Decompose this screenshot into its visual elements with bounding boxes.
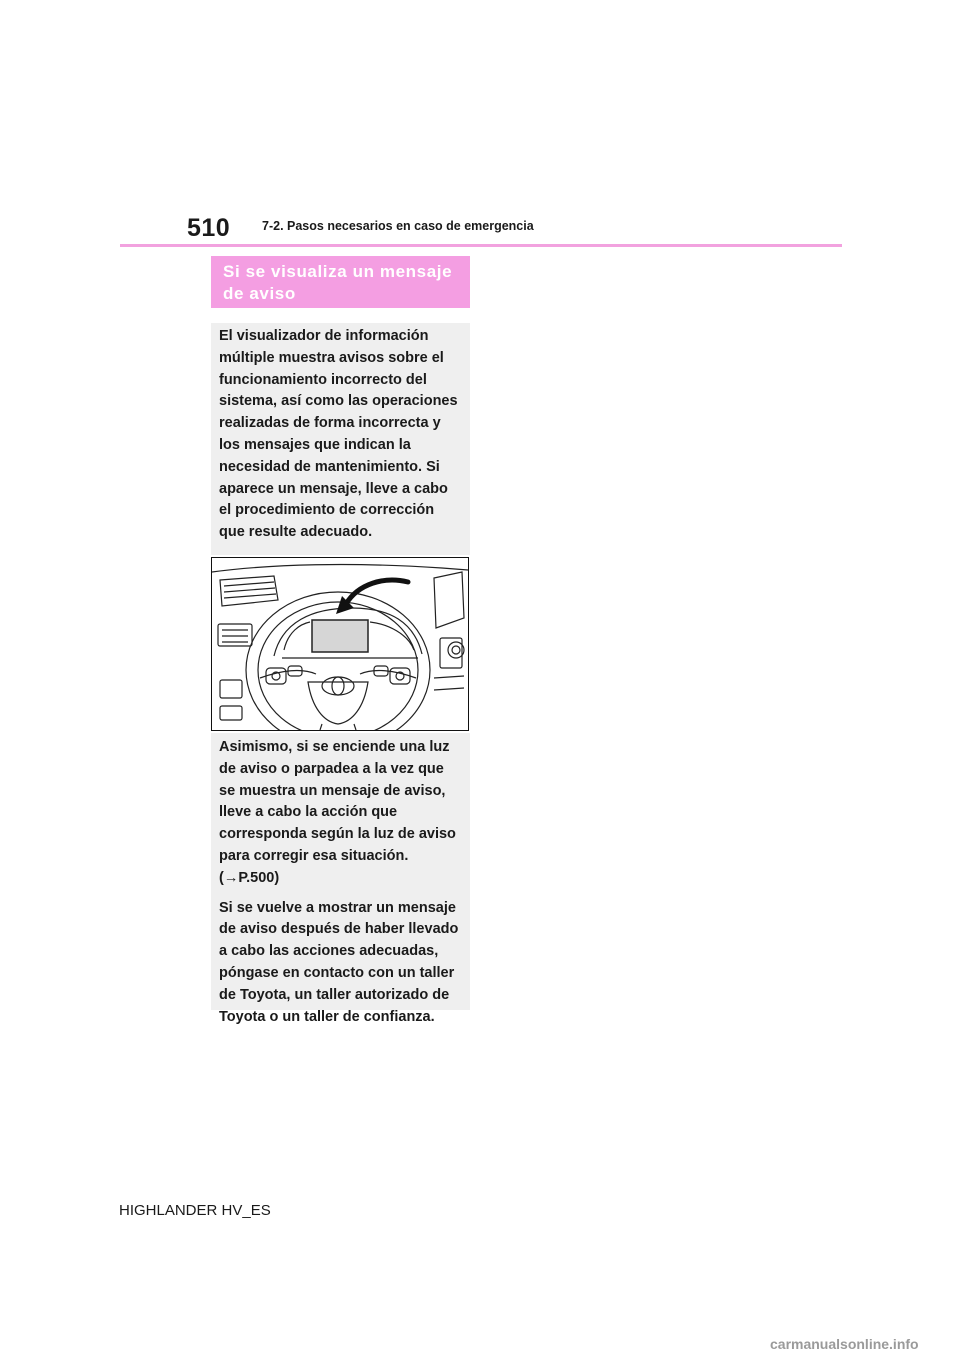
dashboard-illustration	[211, 557, 469, 731]
intro-paragraph: El visualizador de información múltiple muestra avisos sobre el funcionamiento incorrecto del sistema, así como las operaciones realizadas de forma incorrecta y los mensajes que indican la necesidad de mantenimiento. Si aparece un mensaje, lleve a cabo el procedimiento de corrección que resulte adecuado.	[219, 328, 458, 541]
page-number: 510	[187, 214, 231, 242]
section-heading-box	[211, 256, 470, 308]
running-title: 7-2. Pasos necesarios en caso de emergencia	[262, 219, 534, 233]
left-vent-icon	[220, 576, 278, 606]
dashboard-top-line	[212, 565, 468, 572]
model-code-footer: HIGHLANDER HV_ES	[119, 1202, 271, 1219]
section-title: Si se visualiza un mensaje de aviso	[223, 262, 453, 303]
instructions-panel	[211, 733, 470, 1025]
left-switch-panel-icon	[218, 624, 252, 720]
header-rule	[120, 244, 842, 247]
warning-light-paragraph: Asimismo, si se enciende una luz de aviso o parpadea a la vez que se muestra un mensaje de aviso, lleve a cabo la acción que corresponda según la luz de aviso para corregir esa situación. (→P.500)	[219, 739, 456, 886]
center-panel-icon	[434, 572, 464, 690]
right-spoke-switches-icon	[374, 666, 410, 684]
toyota-logo-icon	[322, 677, 354, 695]
intro-panel	[211, 323, 470, 555]
multi-information-display	[312, 620, 368, 652]
contact-dealer-paragraph: Si se vuelve a mostrar un mensaje de aviso después de haber llevado a cabo las acciones adecuadas, póngase en contacto con un taller de Toyota, un taller autorizado de Toyota o un taller de confianza.	[219, 899, 459, 1025]
left-spoke-switches-icon	[266, 666, 302, 684]
steering-hub	[308, 682, 368, 724]
watermark: carmanualsonline.info	[770, 1336, 919, 1352]
